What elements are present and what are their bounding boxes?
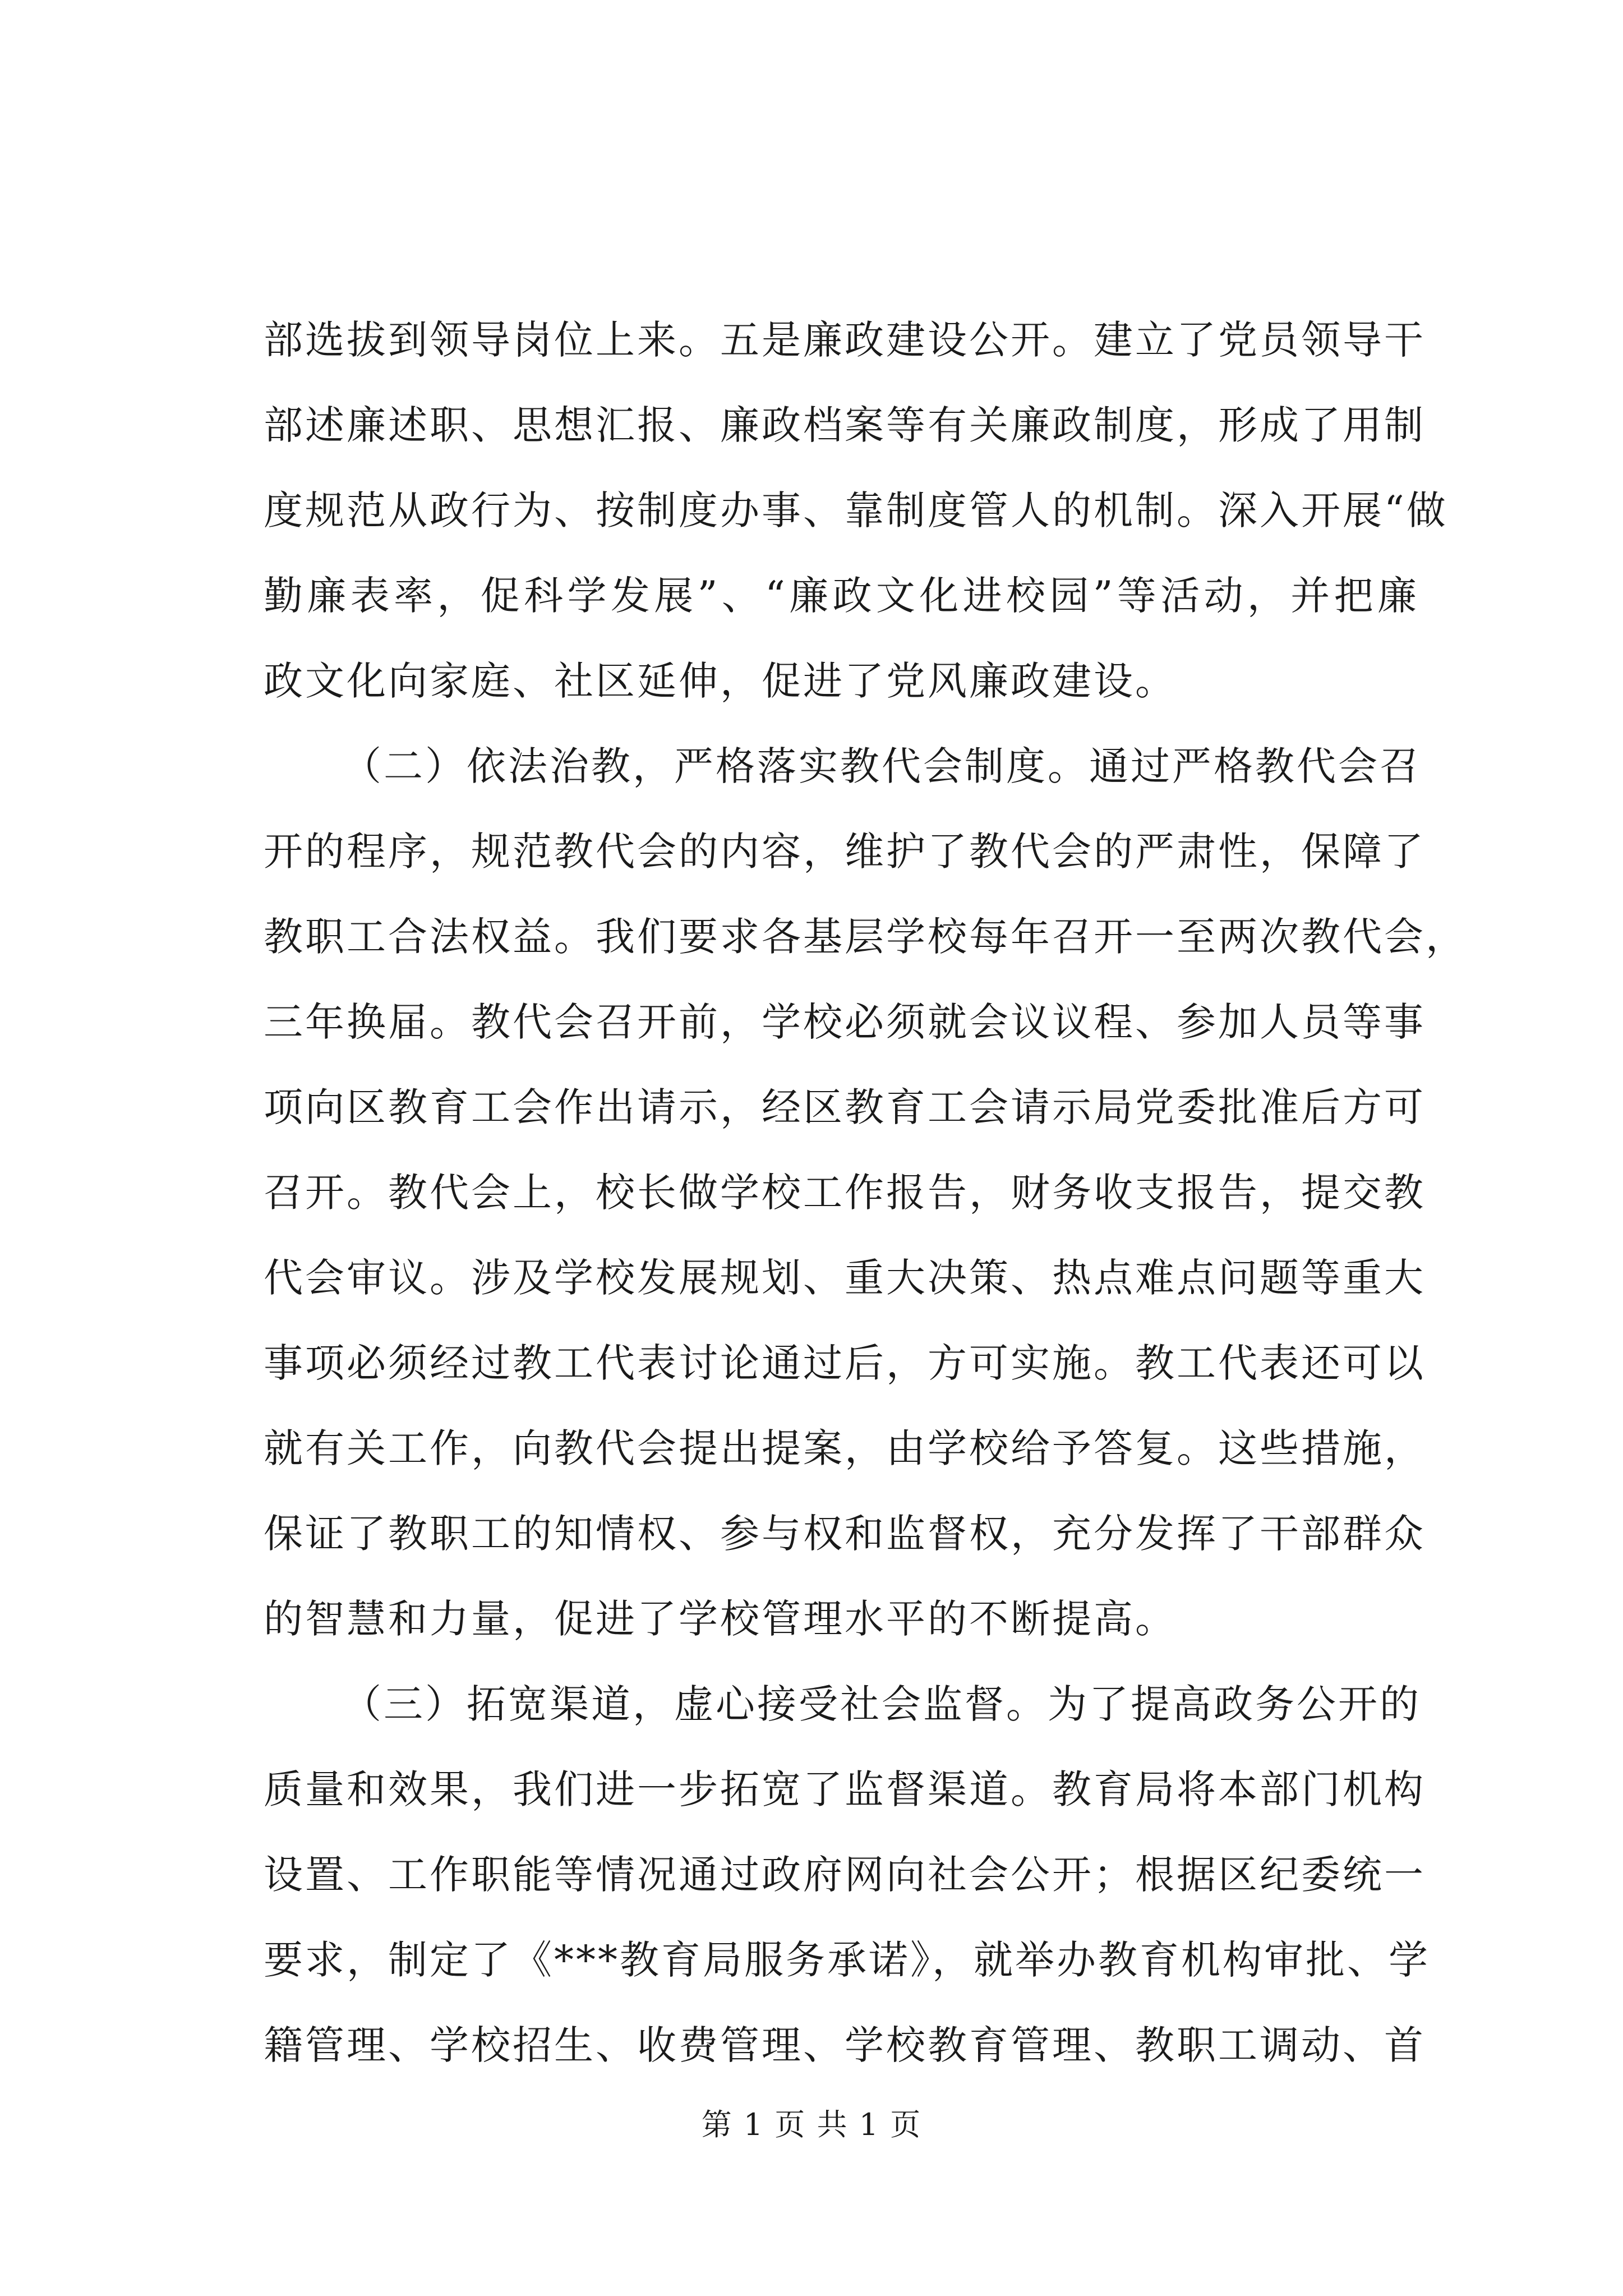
paragraph-line-indent: （二）依法治教，严格落实教代会制度。通过严格教代会召	[342, 743, 1421, 789]
paragraph-line: 勤廉表率，促科学发展”、“廉政文化进校园”等活动，并把廉	[264, 573, 1419, 619]
paragraph-line: 保证了教职工的知情权、参与权和监督权，充分发挥了干部群众	[264, 1511, 1426, 1557]
paragraph-line: 籍管理、学校招生、收费管理、学校教育管理、教职工调动、首	[264, 2022, 1426, 2068]
paragraph-line: 部述廉述职、思想汇报、廉政档案等有关廉政制度，形成了用制	[264, 402, 1426, 448]
paragraph-line: 质量和效果，我们进一步拓宽了监督渠道。教育局将本部门机构	[264, 1766, 1426, 1812]
paragraph-line: 就有关工作，向教代会提出提案，由学校给予答复。这些措施，	[264, 1425, 1426, 1471]
paragraph-line: 要求，制定了《***教育局服务承诺》，就举办教育机构审批、学	[264, 1937, 1430, 1983]
paragraph-line: 政文化向家庭、社区延伸，促进了党风廉政建设。	[264, 658, 1177, 704]
paragraph-line: 度规范从政行为、按制度办事、靠制度管人的机制。深入开展“做	[264, 487, 1448, 533]
paragraph-line: 部选拔到领导岗位上来。五是廉政建设公开。建立了党员领导干	[264, 317, 1426, 363]
paragraph-line: 项向区教育工会作出请示，经区教育工会请示局党委批准后方可	[264, 1084, 1426, 1130]
paragraph-line: 代会审议。涉及学校发展规划、重大决策、热点难点问题等重大	[264, 1255, 1426, 1301]
paragraph-line: 设置、工作职能等情况通过政府网向社会公开；根据区纪委统一	[264, 1852, 1426, 1898]
paragraph-line-indent: （三）拓宽渠道，虚心接受社会监督。为了提高政务公开的	[342, 1681, 1421, 1727]
paragraph-line: 教职工合法权益。我们要求各基层学校每年召开一至两次教代会，	[264, 914, 1467, 960]
paragraph-line: 召开。教代会上，校长做学校工作报告，财务收支报告，提交教	[264, 1170, 1426, 1216]
page-footer: 第 1 页 共 1 页	[701, 2107, 922, 2142]
paragraph-line: 事项必须经过教工代表讨论通过后，方可实施。教工代表还可以	[264, 1340, 1426, 1386]
document-body	[264, 297, 1467, 2088]
paragraph-line: 三年换届。教代会召开前，学校必须就会议议程、参加人员等事	[264, 999, 1426, 1045]
paragraph-line: 的智慧和力量，促进了学校管理水平的不断提高。	[264, 1596, 1177, 1642]
paragraph-line: 开的程序，规范教代会的内容，维护了教代会的严肃性，保障了	[264, 829, 1426, 875]
